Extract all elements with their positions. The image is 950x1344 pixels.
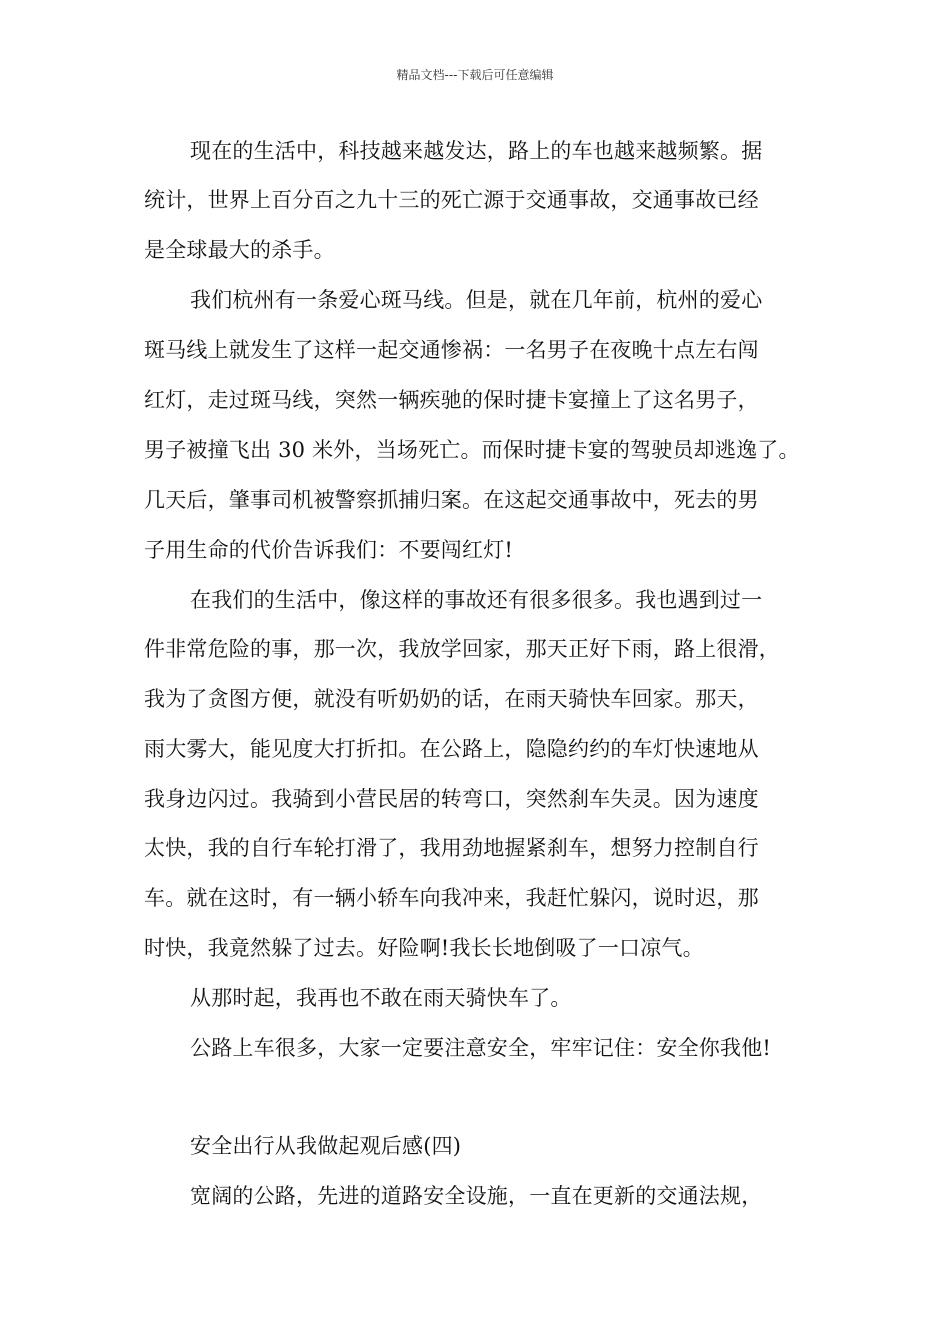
section-heading: 安全出行从我做起观后感(四)	[190, 1134, 462, 1158]
text-line: 几天后，肇事司机被警察抓捕归案。在这起交通事故中，死去的男	[144, 488, 759, 512]
text-line: 我身边闪过。我骑到小营民居的转弯口，突然刹车失灵。因为速度	[144, 787, 759, 811]
text-line: 车。就在这时，有一辆小轿车向我冲来，我赶忙躲闪，说时迟，那	[144, 886, 759, 910]
text-line: 男子被撞飞出 30 米外，当场死亡。而保时捷卡宴的驾驶员却逃逸了。	[144, 438, 800, 462]
text-line: 在我们的生活中，像这样的事故还有很多很多。我也遇到过一	[190, 588, 763, 612]
text-line: 子用生命的代价告诉我们：不要闯红灯!	[144, 538, 514, 562]
text-line: 从那时起，我再也不敢在雨天骑快车了。	[190, 986, 572, 1010]
text-line: 雨大雾大，能见度大打折扣。在公路上，隐隐约约的车灯快速地从	[144, 737, 759, 761]
text-line: 件非常危险的事，那一次，我放学回家，那天正好下雨，路上很滑，	[144, 637, 780, 661]
text-line: 我们杭州有一条爱心斑马线。但是，就在几年前，杭州的爱心	[190, 288, 763, 312]
text-line: 统计，世界上百分百之九十三的死亡源于交通事故，交通事故已经	[144, 188, 759, 212]
text-line: 我为了贪图方便，就没有听奶奶的话，在雨天骑快车回家。那天，	[144, 687, 759, 711]
text-line: 是全球最大的杀手。	[144, 238, 335, 262]
text-line: 斑马线上就发生了这样一起交通惨祸：一名男子在夜晚十点左右闯	[144, 338, 759, 362]
text-line: 红灯，走过斑马线，突然一辆疾驰的保时捷卡宴撞上了这名男子，	[144, 388, 759, 412]
text-line: 时快，我竟然躲了过去。好险啊!我长长地倒吸了一口凉气。	[144, 936, 704, 960]
text-line: 现在的生活中，科技越来越发达，路上的车也越来越频繁。据	[190, 139, 763, 163]
text-line: 宽阔的公路，先进的道路安全设施，一直在更新的交通法规，	[190, 1184, 763, 1208]
page-header: 精品文档---下载后可任意编辑	[396, 68, 554, 82]
text-line: 太快，我的自行车轮打滑了，我用劲地握紧刹车，想努力控制自行	[144, 836, 759, 860]
text-line: 公路上车很多，大家一定要注意安全，牢牢记住：安全你我他!	[190, 1036, 772, 1060]
